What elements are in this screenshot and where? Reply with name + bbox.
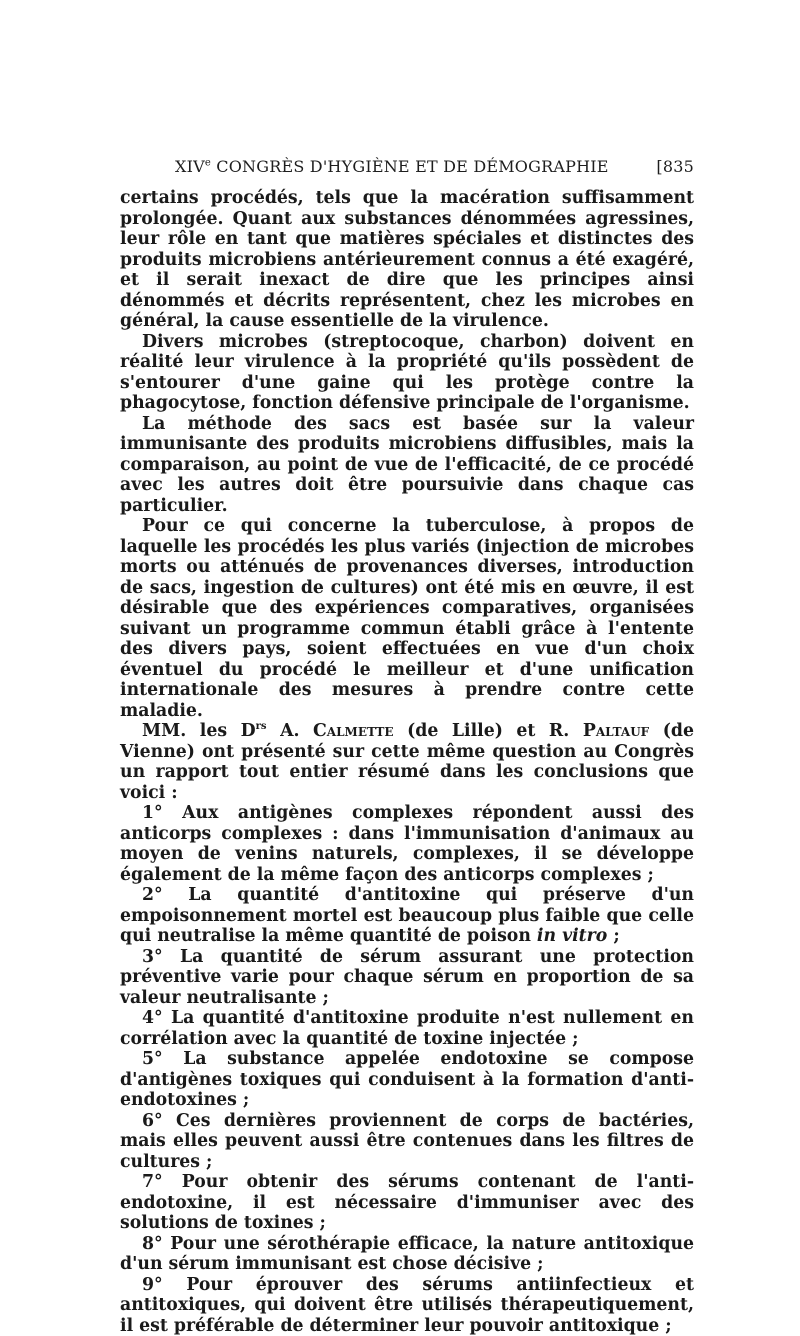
paragraph: La méthode des sacs est basée sur la valeur immunisante des produits microbiens diffusibles, mais la comparaison, au point de vue de l'efficacité, de ce procédé avec les autres doit être poursuivie dans chaque cas particulier. — [120, 414, 694, 517]
header-title: XIVe CONGRÈS D'HYGIÈNE ET DE DÉMOGRAPHIE — [175, 157, 609, 176]
conclusion-item: 5° La substance appelée endotoxine se compose d'antigènes toxiques qui conduisent à la formation d'anti-endotoxines ; — [120, 1049, 694, 1111]
paragraph: certains procédés, tels que la macération suffisamment prolongée. Quant aux substances dénommées agressines, leur rôle en tant que matières spéciales et distinctes des produits microbiens antérieurement connus a été exagéré, et il serait inexact de dire que les principes ainsi dénommés et décrits représentent, chez les microbes en général, la cause essentielle de la virulence. — [120, 188, 694, 332]
body-text — [120, 188, 694, 1336]
conclusion-item: 7° Pour obtenir des sérums contenant de l'anti-endotoxine, il est nécessaire d'immuniser avec des solutions de toxines ; — [120, 1172, 694, 1234]
conclusion-item: 2° La quantité d'antitoxine qui préserve d'un empoisonnement mortel est beaucoup plus faible que celle qui neutralise la même quantité de poison in vitro ; — [120, 885, 694, 947]
author-name: Calmette — [313, 721, 394, 741]
paragraph-authors: MM. les $D^{rs}$ A. Calmette (de Lille) et R. Paltauf (de Vienne) ont présenté sur cette même question au Congrès un rapport tout entier résumé dans les conclusions que voici : — [120, 721, 694, 803]
page-number: [835 — [656, 157, 694, 176]
paragraph: Divers microbes (streptocoque, charbon) doivent en réalité leur virulence à la propriété qu'ils possèdent de s'entourer d'une gaine qui les protège contre la phagocytose, fonction défensive principale de l'organisme. — [120, 332, 694, 414]
running-header — [120, 157, 694, 179]
conclusion-item: 9° Pour éprouver des sérums antiinfectieux et antitoxiques, qui doivent être utilisés thérapeutiquement, il est préférable de déterminer leur pouvoir antitoxique ; — [120, 1275, 694, 1336]
conclusion-item: 1° Aux antigènes complexes répondent aussi des anticorps complexes : dans l'immunisation d'animaux au moyen de venins naturels, complexes, il se développe également de la même façon des anticorps complexes ; — [120, 803, 694, 885]
conclusion-item: 8° Pour une sérothérapie efficace, la nature antitoxique d'un sérum immunisant est chose décisive ; — [120, 1234, 694, 1275]
paragraph: Pour ce qui concerne la tuberculose, à propos de laquelle les procédés les plus variés (injection de microbes morts ou atténués de provenances diverses, introduction de sacs, ingestion de cultures) ont été mis en œuvre, il est désirable que des expériences comparatives, organisées suivant un programme commun établi grâce à l'entente des divers pays, soient effectuées en vue d'un choix éventuel du procédé le meilleur et d'une unification internationale des mesures à prendre contre cette maladie. — [120, 516, 694, 721]
conclusion-item: 4° La quantité d'antitoxine produite n'est nullement en corrélation avec la quantité de toxine injectée ; — [120, 1008, 694, 1049]
conclusion-item: 6° Ces dernières proviennent de corps de bactéries, mais elles peuvent aussi être contenues dans les filtres de cultures ; — [120, 1111, 694, 1173]
conclusion-item: 3° La quantité de sérum assurant une protection préventive varie pour chaque sérum en proportion de sa valeur neutralisante ; — [120, 947, 694, 1009]
author-name: Paltauf — [583, 721, 649, 741]
